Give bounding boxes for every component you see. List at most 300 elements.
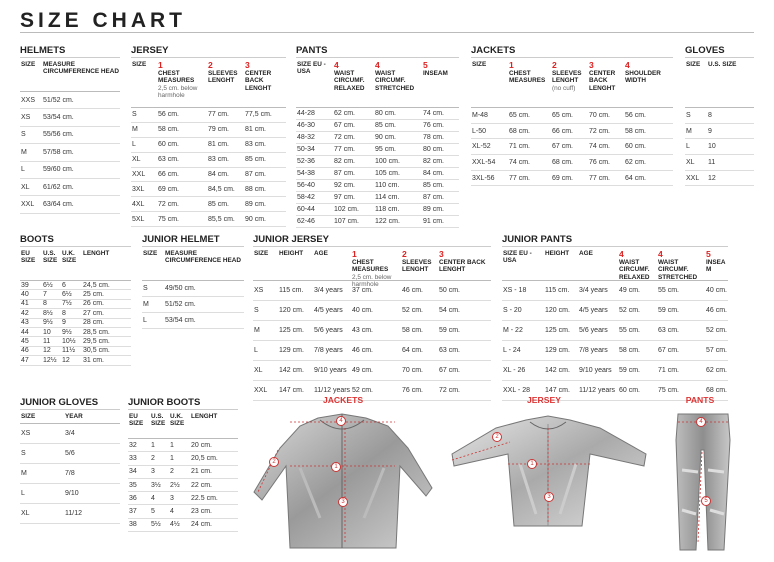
junior-gloves-title: JUNIOR GLOVES	[20, 396, 120, 410]
jackets-header-label: SLEEVES LENGHT	[552, 70, 582, 85]
helmets-cell: 57/58 cm.	[43, 148, 74, 156]
junior-gloves-cell: 3/4	[65, 430, 75, 437]
boots-header-row	[20, 247, 131, 281]
pants-row	[296, 204, 459, 216]
junior-pants-header-label: INSEAM	[706, 259, 726, 274]
jackets-cell: M-48	[472, 111, 488, 119]
helmets-row	[20, 109, 120, 126]
jersey-cell: 84,5 cm.	[208, 185, 235, 193]
boots-header-label: EU SIZE	[21, 250, 36, 265]
junior-helmet-cell: 49/50 cm.	[165, 285, 196, 292]
pants-cell: 58-42	[297, 194, 315, 201]
pants-row	[296, 180, 459, 192]
jersey-cell: 60 cm.	[158, 141, 180, 149]
junior-boots-cell: 2½	[170, 481, 180, 489]
jackets-header-number: 1	[509, 60, 514, 70]
junior-jersey-header-label: SLEEVES LENGHT	[402, 259, 432, 274]
boots-cell: 12	[62, 356, 70, 364]
jackets-header-row	[471, 58, 673, 108]
boots-cell: 29,5 cm.	[83, 338, 110, 346]
jackets-cell: 65 cm.	[552, 111, 574, 119]
pants-cell: 114 cm.	[375, 194, 400, 201]
jersey-row	[131, 212, 286, 227]
junior-pants-header-label: WAIST CIRCUMF. STRETCHED	[658, 259, 698, 281]
boots-row	[20, 309, 131, 318]
junior-helmet-row	[142, 297, 244, 313]
junior-pants-header-cell	[657, 250, 705, 281]
gloves-cell: XXL	[686, 174, 700, 182]
boots-cell: 40	[21, 291, 29, 299]
jackets-header-cell	[508, 61, 551, 85]
helmets-cell: S	[21, 131, 26, 139]
junior-boots-cell: 20 cm.	[191, 441, 213, 449]
junior-pants-cell: 49 cm.	[619, 287, 641, 294]
junior-jersey-cell: 125 cm.	[279, 327, 304, 334]
junior-pants-header-cell	[544, 250, 578, 257]
jersey-row	[131, 138, 286, 153]
jersey-header-cell	[244, 61, 286, 92]
helmets-row	[20, 162, 120, 179]
pants-row	[296, 120, 459, 132]
jackets-row	[471, 139, 673, 155]
pants-cell: 87 cm.	[423, 194, 445, 201]
helmets-header-row	[20, 58, 120, 92]
junior-boots-header-label: LENGHT	[191, 413, 218, 420]
jersey-header-cell	[207, 61, 244, 85]
helmets-header-label: MEASURE CIRCUMFERENCE HEAD	[43, 61, 119, 76]
junior-gloves-header-row	[20, 410, 120, 424]
junior-jersey-cell: 49 cm.	[352, 367, 374, 374]
junior-pants-cell: 46 cm.	[706, 307, 728, 314]
pants-cell: 78 cm.	[423, 134, 445, 141]
junior-pants-cell: 62 cm.	[706, 367, 728, 374]
helmets-title: HELMETS	[20, 44, 120, 58]
junior-jersey-header-label: HEIGHT	[279, 250, 304, 257]
boots-header-label: U.K. SIZE	[62, 250, 77, 265]
jersey-header-label: CENTER BACK LENGHT	[245, 70, 272, 92]
jackets-cell: 74 cm.	[509, 158, 531, 166]
jersey-table	[131, 44, 286, 227]
junior-pants-header-cell	[705, 250, 728, 274]
pants-cell: 77 cm.	[334, 146, 356, 153]
junior-pants-header-number: 4	[619, 249, 624, 259]
junior-helmet-row	[142, 313, 244, 329]
helmets-cell: 63/64 cm.	[43, 201, 74, 209]
junior-jersey-title: JUNIOR JERSEY	[253, 233, 491, 247]
junior-pants-header-label: SIZE EU - USA	[503, 250, 532, 265]
pants-cell: 52-36	[297, 158, 315, 165]
jackets-cell: 77 cm.	[509, 174, 531, 182]
jackets-cell: 67 cm.	[552, 143, 574, 151]
junior-boots-row	[128, 439, 238, 452]
junior-boots-header-cell	[128, 413, 150, 428]
junior-helmet-row	[142, 281, 244, 297]
boots-cell: 12½	[43, 356, 57, 364]
junior-jersey-header-row	[253, 247, 491, 289]
junior-pants-cell: XL - 26	[503, 367, 526, 374]
jackets-cell: 74 cm.	[589, 143, 611, 151]
pants-table	[296, 44, 459, 228]
pants-header-cell	[374, 61, 422, 92]
junior-jersey-header-label: CHEST MEASURES	[352, 259, 389, 274]
boots-header-cell	[20, 250, 42, 265]
jackets-header-number: 4	[625, 60, 630, 70]
helmets-table	[20, 44, 120, 214]
jersey-cell: 77,5 cm.	[245, 111, 272, 119]
junior-pants-cell: M - 22	[503, 327, 523, 334]
jersey-header-number: 2	[208, 60, 213, 70]
junior-gloves-header-cell	[20, 413, 64, 420]
helmets-cell: M	[21, 148, 27, 156]
pants-header-cell	[422, 61, 459, 77]
junior-helmet-cell: 53/54 cm.	[165, 317, 196, 324]
gloves-title: GLOVES	[685, 44, 754, 58]
junior-gloves-cell: M	[21, 470, 27, 477]
boots-cell: 10	[43, 328, 51, 336]
junior-boots-cell: 22.5 cm.	[191, 494, 218, 502]
helmets-row	[20, 127, 120, 144]
helmets-row	[20, 144, 120, 161]
pants-header-number: 5	[423, 60, 428, 70]
junior-jersey-cell: 4/5 years	[314, 307, 343, 314]
boots-cell: 24,5 cm.	[83, 281, 110, 289]
junior-gloves-cell: 5/6	[65, 450, 75, 457]
pants-cell: 56-40	[297, 182, 315, 189]
junior-pants-cell: L - 24	[503, 347, 521, 354]
boots-cell: 11½	[62, 347, 76, 355]
pants-illustration	[668, 410, 738, 558]
jackets-header-sub: (no cuff)	[552, 84, 576, 92]
junior-pants-cell: 7/8 years	[579, 347, 608, 354]
pants-cell: 80 cm.	[423, 146, 445, 153]
jackets-table	[471, 44, 673, 186]
jersey-title: JERSEY	[131, 44, 286, 58]
jersey-cell: 83 cm.	[208, 156, 230, 164]
junior-pants-header-number: 4	[658, 249, 663, 259]
jersey-header-number: 3	[245, 60, 250, 70]
junior-jersey-header-label: CENTER BACK LENGHT	[439, 259, 486, 274]
jackets-cell: L-50	[472, 127, 487, 135]
boots-row	[20, 347, 131, 356]
junior-jersey-cell: 3/4 years	[314, 287, 343, 294]
pants-cell: 62-46	[297, 218, 315, 225]
jersey-cell: S	[132, 111, 137, 119]
junior-jersey-header-cell	[278, 250, 313, 257]
junior-pants-cell: 55 cm.	[658, 287, 680, 294]
pants-cell: 74 cm.	[423, 110, 445, 117]
junior-jersey-row	[253, 301, 491, 321]
junior-boots-cell: 5½	[151, 521, 161, 529]
junior-jersey-header-label: SIZE	[254, 250, 269, 257]
junior-boots-cell: 2	[151, 454, 155, 462]
jackets-cell: 77 cm.	[589, 174, 611, 182]
gloves-row	[685, 124, 754, 140]
jackets-cell: 3XL-56	[472, 174, 495, 182]
boots-row	[20, 337, 131, 346]
junior-pants-row	[502, 301, 728, 321]
junior-jersey-cell: XXL	[254, 387, 268, 394]
boots-cell: 6½	[43, 281, 53, 289]
boots-header-cell	[82, 250, 131, 257]
helmets-header-label: SIZE	[21, 61, 36, 68]
pants-row	[296, 132, 459, 144]
jackets-cell: 66 cm.	[552, 127, 574, 135]
junior-pants-cell: 3/4 years	[579, 287, 608, 294]
jersey-cell: 85 cm.	[208, 200, 230, 208]
pants-cell: 89 cm.	[423, 206, 445, 213]
junior-boots-cell: 34	[129, 468, 137, 476]
junior-gloves-cell: 9/10	[65, 490, 79, 497]
jersey-row	[131, 108, 286, 123]
boots-cell: 31 cm.	[83, 356, 105, 364]
gloves-header-label: U.S. SIZE	[708, 61, 737, 68]
junior-boots-cell: 37	[129, 508, 137, 516]
pants-cell: 90 cm.	[375, 134, 397, 141]
junior-jersey-cell: 142 cm.	[279, 367, 304, 374]
gloves-cell: 12	[708, 174, 716, 182]
jersey-illustration	[450, 414, 650, 532]
boots-row	[20, 281, 131, 290]
boots-cell: 45	[21, 338, 29, 346]
boots-cell: 12	[43, 347, 51, 355]
junior-gloves-row	[20, 444, 120, 464]
gloves-header-label: SIZE	[686, 61, 701, 68]
pants-cell: 82 cm.	[423, 158, 445, 165]
gloves-header-row	[685, 58, 754, 108]
junior-jersey-cell: 11/12 years	[314, 387, 351, 394]
jackets-cell: 72 cm.	[589, 127, 611, 135]
junior-jersey-header-cell	[401, 250, 438, 274]
pants-title: PANTS	[296, 44, 459, 58]
junior-pants-header-row	[502, 247, 728, 281]
junior-jersey-header-cell	[313, 250, 351, 257]
junior-boots-cell: 1	[170, 441, 174, 449]
junior-jersey-cell: 52 cm.	[402, 307, 424, 314]
junior-boots-header-cell	[150, 413, 169, 428]
boots-cell: 6½	[62, 291, 72, 299]
pants-cell: 46-30	[297, 122, 315, 129]
helmets-row	[20, 179, 120, 196]
gloves-row	[685, 155, 754, 171]
helmets-cell: XL	[21, 183, 30, 191]
jersey-marker-3: 3	[544, 492, 554, 502]
jersey-row	[131, 153, 286, 168]
jersey-cell: XL	[132, 156, 141, 164]
junior-boots-cell: 33	[129, 454, 137, 462]
junior-pants-cell: 59 cm.	[658, 307, 680, 314]
junior-gloves-row	[20, 424, 120, 444]
junior-jersey-row	[253, 361, 491, 381]
jackets-title: JACKETS	[471, 44, 673, 58]
junior-boots-cell: 24 cm.	[191, 521, 213, 529]
jersey-header-cell	[131, 61, 157, 68]
junior-boots-row	[128, 466, 238, 479]
junior-helmet-cell: M	[143, 301, 149, 308]
pants-cell: 122 cm.	[375, 218, 400, 225]
junior-gloves-header-label: YEAR	[65, 413, 83, 420]
page-title: SIZE CHART	[20, 9, 186, 32]
gloves-cell: 10	[708, 143, 716, 151]
junior-pants-cell: 75 cm.	[658, 387, 680, 394]
helmets-row	[20, 196, 120, 213]
junior-pants-row	[502, 361, 728, 381]
pants-cell: 67 cm.	[334, 122, 356, 129]
junior-pants-cell: 11/12 years	[579, 387, 616, 394]
junior-pants-header-label: HEIGHT	[545, 250, 570, 257]
jersey-cell: 3XL	[132, 185, 145, 193]
junior-pants-cell: XS - 18	[503, 287, 527, 294]
helmets-cell: 53/54 cm.	[43, 114, 74, 122]
pants-cell: 87 cm.	[334, 170, 356, 177]
pants-row	[296, 192, 459, 204]
jackets-cell: 71 cm.	[509, 143, 531, 151]
jersey-header-sub: 2,5 cm. below harmhole	[158, 84, 198, 100]
pants-row	[296, 168, 459, 180]
junior-jersey-header-sub: 2,5 cm. below harmhole	[352, 273, 392, 289]
pants-header-number: 4	[375, 60, 380, 70]
junior-boots-cell: 23 cm.	[191, 508, 213, 516]
gloves-row	[685, 108, 754, 124]
junior-pants-cell: 125 cm.	[545, 327, 570, 334]
junior-boots-cell: 36	[129, 494, 137, 502]
helmets-cell: 59/60 cm.	[43, 166, 74, 174]
jersey-header-label: SIZE	[132, 61, 147, 68]
junior-jersey-row	[253, 321, 491, 341]
junior-pants-cell: 147 cm.	[545, 387, 570, 394]
junior-boots-header-label: U.S. SIZE	[151, 413, 166, 428]
pants-cell: 85 cm.	[375, 122, 397, 129]
junior-helmet-cell: L	[143, 317, 147, 324]
jersey-cell: 56 cm.	[158, 111, 180, 119]
junior-pants-header-cell	[618, 250, 657, 281]
jackets-cell: 76 cm.	[589, 158, 611, 166]
boots-cell: 9	[62, 319, 66, 327]
junior-jersey-cell: 147 cm.	[279, 387, 304, 394]
jersey-marker-2: 2	[492, 432, 502, 442]
jackets-row	[471, 171, 673, 187]
junior-gloves-cell: XL	[21, 510, 30, 517]
boots-cell: 10½	[62, 338, 76, 346]
jersey-cell: 63 cm.	[158, 156, 180, 164]
junior-helmet-header-cell	[142, 250, 164, 257]
boots-cell: 43	[21, 319, 29, 327]
junior-jersey-cell: 76 cm.	[402, 387, 424, 394]
boots-table	[20, 233, 131, 366]
jersey-cell: 69 cm.	[158, 185, 180, 193]
junior-jersey-cell: 52 cm.	[352, 387, 374, 394]
jersey-cell: 85 cm.	[245, 156, 267, 164]
jersey-row	[131, 197, 286, 212]
junior-boots-header-cell	[190, 413, 238, 420]
jackets-cell: 68 cm.	[552, 158, 574, 166]
pants-header-label: SIZE EU - USA	[297, 61, 326, 76]
junior-jersey-cell: 64 cm.	[402, 347, 424, 354]
helmets-cell: 51/52 cm.	[43, 96, 74, 104]
jersey-cell: 87 cm.	[245, 171, 267, 178]
jersey-cell: M	[132, 126, 138, 134]
junior-jersey-cell: 46 cm.	[352, 347, 374, 354]
pants-header-number: 4	[334, 60, 339, 70]
junior-boots-row	[128, 492, 238, 505]
jersey-header-label: CHEST MEASURES	[158, 70, 195, 85]
junior-jersey-cell: 58 cm.	[402, 327, 424, 334]
jackets-illustration-label: JACKETS	[322, 395, 364, 405]
junior-jersey-cell: 70 cm.	[402, 367, 424, 374]
jersey-cell: 77 cm.	[208, 111, 230, 119]
jersey-cell: 75 cm.	[158, 215, 180, 223]
jersey-header-row	[131, 58, 286, 108]
junior-pants-cell: 5/6 years	[579, 327, 608, 334]
boots-cell: 42	[21, 309, 29, 317]
helmets-cell: XS	[21, 114, 31, 122]
junior-boots-cell: 5	[151, 508, 155, 516]
boots-cell: 7½	[62, 300, 72, 308]
helmets-cell: 61/62 cm.	[43, 183, 74, 191]
junior-boots-cell: 3	[170, 494, 174, 502]
junior-helmet-header-label: MEASURE CIRCUMFERENCE HEAD	[165, 250, 241, 265]
gloves-row	[685, 171, 754, 187]
junior-helmet-header-row	[142, 247, 244, 281]
junior-pants-row	[502, 281, 728, 301]
junior-pants-cell: 68 cm.	[706, 387, 728, 394]
jackets-header-cell	[588, 61, 624, 92]
jacket-marker-2: 2	[269, 457, 279, 467]
boots-cell: 7	[43, 291, 47, 299]
junior-pants-cell: 129 cm.	[545, 347, 570, 354]
boots-cell: 8	[62, 309, 66, 317]
pants-header-label: WAIST CIRCUMF. STRETCHED	[375, 70, 415, 92]
junior-jersey-cell: 67 cm.	[439, 367, 461, 374]
junior-boots-cell: 4½	[170, 521, 180, 529]
jackets-header-label: SHOULDER WIDTH	[625, 70, 661, 85]
junior-boots-row	[128, 479, 238, 492]
junior-pants-cell: 57 cm.	[706, 347, 728, 354]
helmets-header-cell	[20, 61, 42, 68]
pants-cell: 100 cm.	[375, 158, 400, 165]
helmets-cell: L	[21, 166, 25, 174]
pants-header-cell	[333, 61, 374, 92]
jersey-cell: 90 cm.	[245, 215, 267, 223]
jackets-cell: 70 cm.	[589, 111, 611, 119]
jacket-illustration	[250, 408, 440, 558]
pants-cell: 85 cm.	[423, 182, 445, 189]
boots-title: BOOTS	[20, 233, 131, 247]
boots-header-cell	[61, 250, 82, 265]
jersey-cell: 81 cm.	[208, 141, 230, 149]
junior-boots-cell: 32	[129, 441, 137, 449]
junior-helmet-cell: S	[143, 285, 148, 292]
boots-cell: 41	[21, 300, 29, 308]
boots-cell: 39	[21, 281, 29, 289]
junior-jersey-header-number: 2	[402, 249, 407, 259]
junior-boots-cell: 35	[129, 481, 137, 489]
junior-pants-cell: 115 cm.	[545, 287, 570, 294]
jersey-row	[131, 168, 286, 183]
pants-cell: 54-38	[297, 170, 315, 177]
junior-gloves-cell: S	[21, 450, 26, 457]
pants-header-label: WAIST CIRCUMF. RELAXED	[334, 70, 365, 92]
pants-cell: 92 cm.	[334, 182, 356, 189]
pants-cell: 72 cm.	[334, 134, 356, 141]
gloves-header-cell	[707, 61, 754, 68]
boots-header-cell	[42, 250, 61, 265]
jersey-marker-1: 1	[527, 459, 537, 469]
boots-cell: 26 cm.	[83, 300, 105, 308]
junior-pants-table	[502, 233, 728, 401]
junior-helmet-title: JUNIOR HELMET	[142, 233, 244, 247]
junior-jersey-cell: M	[254, 327, 260, 334]
junior-pants-header-label: WAIST CIRCUMF. RELAXED	[619, 259, 650, 281]
